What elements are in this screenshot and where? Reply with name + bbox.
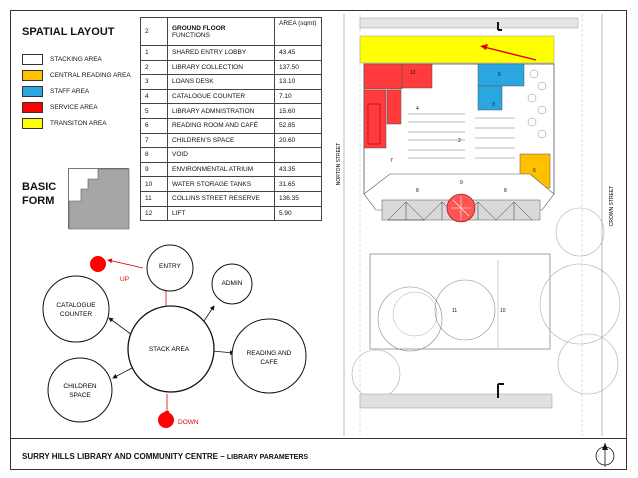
row-num: 11 [141, 191, 168, 206]
row-area: 13.10 [275, 75, 322, 90]
row-name: SHARED ENTRY LOBBY [168, 46, 275, 61]
row-num: 9 [141, 162, 168, 177]
basic-form-title [22, 180, 56, 208]
catalogue-label-line2: COUNTER [59, 311, 93, 318]
legend-label: TRANSITON AREA [50, 119, 107, 127]
legend-swatch [22, 54, 43, 65]
entry-label: ENTRY [159, 263, 181, 270]
space-number: 4 [416, 106, 419, 112]
space-number: 8 [416, 188, 419, 194]
bubble-diagram [10, 235, 330, 435]
legend-label: STACKING AREA [50, 55, 102, 63]
space-number: 8 [504, 188, 507, 194]
row-name: CHILDREN’S SPACE [168, 133, 275, 148]
table-row [141, 206, 322, 221]
staff-area [478, 64, 524, 86]
row-area: 7.10 [275, 89, 322, 104]
row-num: 4 [141, 89, 168, 104]
legend-swatch [22, 102, 43, 113]
admin-label: ADMIN [221, 280, 243, 287]
footer-divider [10, 438, 627, 439]
legend-label: CENTRAL READING AREA [50, 71, 131, 79]
row-num: 10 [141, 177, 168, 192]
row-area: 5.90 [275, 206, 322, 221]
row-area: 43.45 [275, 46, 322, 61]
legend-item-transition [22, 117, 107, 129]
row-name: LOANS DESK [168, 75, 275, 90]
footer-sub: LIBRARY PARAMETERS [226, 454, 309, 461]
row-name: WATER STORAGE TANKS [168, 177, 275, 192]
space-number: 10 [500, 308, 506, 314]
header-functions-line2: FUNCTIONS [172, 31, 210, 39]
stack-children-connector [113, 368, 132, 378]
row-num: 5 [141, 104, 168, 119]
row-num: 8 [141, 148, 168, 163]
catalogue-label-line1: CATALOGUE [56, 302, 96, 309]
tree [393, 292, 437, 336]
functions-table [140, 17, 322, 221]
row-name: COLLINS STREET RESERVE [168, 191, 275, 206]
space-number: 3 [492, 102, 495, 108]
basic-form-line2: FORM [22, 195, 55, 207]
row-area: 52.85 [275, 118, 322, 133]
footer-title [22, 452, 308, 461]
row-name: CATALOGUE COUNTER [168, 89, 275, 104]
table-row [141, 89, 322, 104]
transition-area [360, 36, 554, 63]
legend-swatch [22, 118, 43, 129]
row-area [275, 148, 322, 163]
header-functions [168, 18, 275, 46]
tree [435, 280, 495, 340]
row-name: LIFT [168, 206, 275, 221]
children-bubble [48, 358, 112, 422]
table-row [141, 162, 322, 177]
space-number: 2 [458, 138, 461, 144]
row-num: 3 [141, 75, 168, 90]
table-row [141, 75, 322, 90]
service-area [364, 64, 402, 89]
row-area: 20.60 [275, 133, 322, 148]
table-row [141, 133, 322, 148]
up-connector [108, 260, 143, 268]
header-num: 2 [141, 18, 168, 46]
table-row [141, 191, 322, 206]
street-label-crown: CROWN STREET [609, 185, 615, 227]
table-row [141, 148, 322, 163]
plan-roof-strip [360, 18, 578, 28]
tree [556, 208, 604, 256]
row-area: 15.60 [275, 104, 322, 119]
footer-main: SURRY HILLS LIBRARY AND COMMUNITY CENTRE – [22, 452, 227, 461]
legend-item-central-reading [22, 69, 131, 81]
down-marker [158, 412, 174, 428]
up-label: UP [120, 276, 130, 283]
space-number: 7 [390, 158, 393, 164]
table-row [141, 118, 322, 133]
table-row [141, 104, 322, 119]
service-area [402, 64, 432, 88]
tree [540, 264, 620, 344]
plan-path [360, 394, 552, 408]
legend-item-service [22, 101, 98, 113]
tree [352, 350, 400, 398]
legend-item-stacking [22, 53, 102, 65]
legend-swatch [22, 70, 43, 81]
row-area: 43.35 [275, 162, 322, 177]
basic-form-line1: BASIC [22, 181, 57, 193]
space-number: 12 [410, 70, 416, 76]
table-header-row [141, 18, 322, 46]
reading-label-line1: READING AND [246, 350, 292, 357]
space-number: 6 [533, 168, 536, 174]
table-row [141, 46, 322, 61]
space-number: 5 [498, 72, 501, 78]
reading-label-line2: CAFE [260, 359, 278, 366]
row-area: 137.50 [275, 60, 322, 75]
legend-label: STAFF AREA [50, 87, 90, 95]
row-num: 2 [141, 60, 168, 75]
tree [378, 287, 442, 351]
space-number: 11 [452, 308, 458, 314]
up-marker [90, 256, 106, 272]
children-label-line1: CHILDREN [63, 383, 97, 390]
row-num: 6 [141, 118, 168, 133]
stack-catalogue-connector [109, 318, 132, 335]
street-label-norton: NORTON STREET [336, 142, 342, 186]
row-name: ENVIRONMENTAL ATRIUM [168, 162, 275, 177]
row-name: LIBRARY ADMNISTRATION [168, 104, 275, 119]
row-num: 1 [141, 46, 168, 61]
table-row [141, 60, 322, 75]
row-name: LIBRARY COLLECTION [168, 60, 275, 75]
north-arrow-icon [594, 441, 616, 469]
legend-item-staff [22, 85, 89, 97]
row-area: 31.65 [275, 177, 322, 192]
down-label: DOWN [178, 419, 199, 426]
legend-label: SERVICE AREA [50, 103, 98, 111]
stack-area-label: STACK AREA [148, 346, 190, 353]
header-area: AREA (sqmt) [275, 18, 322, 46]
legend-swatch [22, 86, 43, 97]
table-row [141, 177, 322, 192]
service-area [387, 90, 401, 124]
service-area [364, 90, 386, 148]
header-functions-line1: GROUND FLOOR [172, 24, 226, 32]
children-label-line2: SPACE [69, 392, 91, 399]
space-number: 9 [460, 180, 463, 186]
row-name: READING ROOM AND CAFÉ [168, 118, 275, 133]
row-name: VOID [168, 148, 275, 163]
staff-area [478, 86, 502, 110]
site-plan [330, 14, 626, 436]
row-num: 7 [141, 133, 168, 148]
basic-form-diagram [68, 168, 130, 230]
stack-reading-connector [212, 351, 234, 353]
page-title: SPATIAL LAYOUT [22, 26, 115, 38]
row-area: 136.35 [275, 191, 322, 206]
row-num: 12 [141, 206, 168, 221]
catalogue-bubble [43, 276, 109, 342]
